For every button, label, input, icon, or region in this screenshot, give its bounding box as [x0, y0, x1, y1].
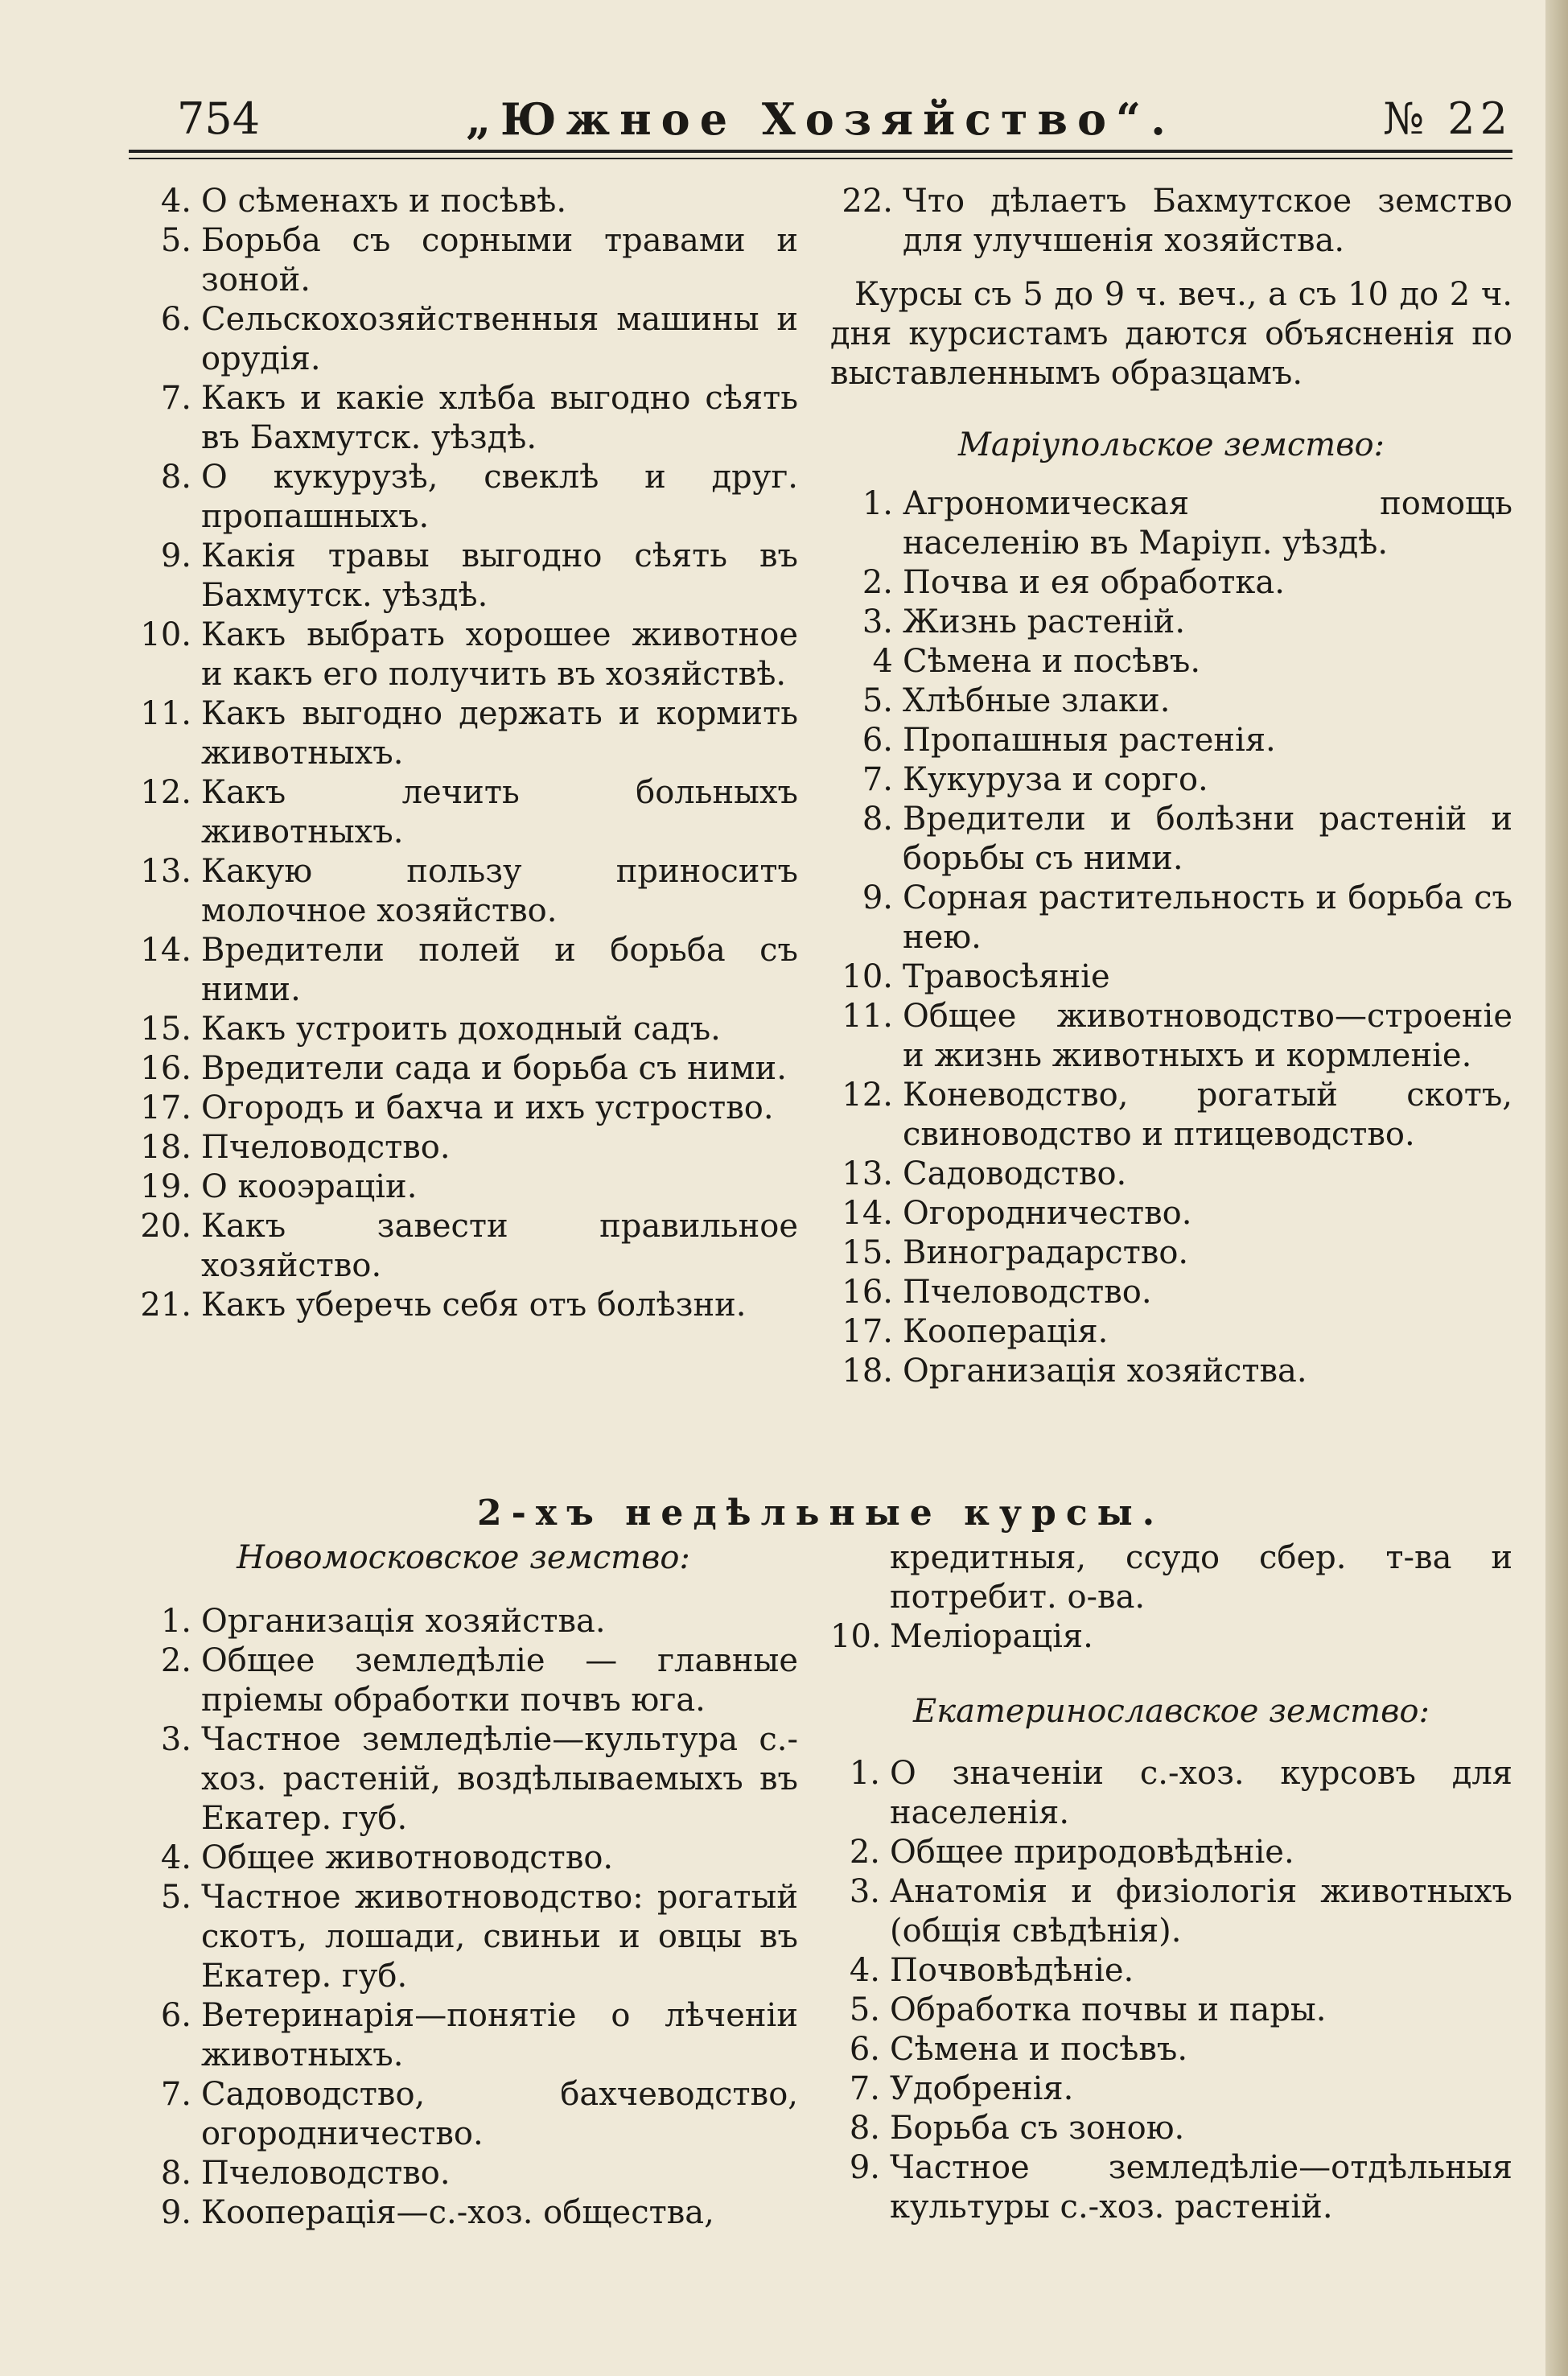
ekaterinoslav-list	[830, 1754, 1512, 2227]
item-number: 5.	[160, 1879, 191, 1916]
item-number: 1.	[849, 1755, 880, 1792]
page-header	[129, 87, 1512, 151]
list-item	[830, 1352, 1512, 1391]
item-number: 5.	[160, 222, 191, 259]
list-item	[129, 1049, 798, 1089]
item-number: 14.	[140, 932, 191, 969]
list-item	[129, 773, 798, 852]
list-item	[129, 300, 798, 379]
item-number: 9.	[160, 537, 191, 574]
item-number: 8.	[849, 2110, 880, 2147]
item-number: 6.	[849, 2031, 880, 2068]
item-number: 17.	[140, 1089, 191, 1126]
header-rule-thin	[129, 158, 1512, 159]
item-text: Какъ уберечь себя отъ болѣзни.	[201, 1287, 747, 1324]
item-text: Пчеловодство.	[201, 1129, 451, 1166]
item-number: 21.	[140, 1287, 191, 1324]
item-text: Агрономическая помощь населенію въ Маріуп. уѣздѣ.	[903, 485, 1512, 562]
list-item	[830, 760, 1512, 800]
item-text: О кукурузѣ, свеклѣ и друг. пропашныхъ.	[201, 459, 798, 535]
list-item	[830, 1233, 1512, 1273]
list-item	[129, 1602, 798, 1641]
item-number: 20.	[140, 1208, 191, 1245]
novomoskovsk-list	[129, 1602, 798, 2233]
mariupol-heading: Маріупольское земство:	[957, 426, 1385, 463]
list-item	[129, 537, 798, 616]
item-text: Анатомія и физіологія животныхъ (общія свѣдѣнія).	[890, 1873, 1512, 1950]
left-column-bottom	[129, 1538, 798, 2233]
item-number: 15.	[842, 1234, 893, 1271]
item-number: 18.	[842, 1353, 893, 1390]
item-number: 10.	[140, 616, 191, 653]
item-text: Борьба съ сорными травами и зоной.	[201, 222, 798, 299]
item-text: Борьба съ зоною.	[890, 2110, 1185, 2147]
list-item	[830, 2109, 1512, 2148]
cooperation-continuation: кредитныя, ссудо сбер. т-ва и потребит. о-ва.	[890, 1539, 1512, 1616]
item-number: 5.	[862, 682, 893, 719]
list-item	[830, 484, 1512, 563]
courses-note: Курсы съ 5 до 9 ч. веч., а съ 10 до 2 ч. дня курсистамъ даются объясненія по выставленнымъ образцамъ.	[830, 276, 1512, 392]
item-number: 4.	[849, 1952, 880, 1989]
list-item	[129, 1089, 798, 1128]
item-text: О сѣменахъ и посѣвѣ.	[201, 183, 567, 220]
list-item	[830, 879, 1512, 957]
list-item	[129, 1878, 798, 1996]
list-item	[830, 1076, 1512, 1155]
list-item	[129, 1167, 798, 1207]
item-text: Сѣмена и посѣвъ.	[903, 643, 1201, 680]
item-number: 8.	[160, 2155, 191, 2192]
item-text: Жизнь растеній.	[903, 603, 1186, 640]
item-number: 4.	[160, 1839, 191, 1876]
item-text: Вредители сада и борьба съ ними.	[201, 1050, 787, 1087]
item-number: 11.	[140, 695, 191, 732]
item-text: Что дѣлаетъ Бахмутское земство для улучшенія хозяйства.	[903, 183, 1512, 259]
item-text: Какъ выгодно держать и кормить животныхъ.	[201, 695, 798, 772]
list-item	[830, 2069, 1512, 2109]
list-item	[830, 182, 1512, 261]
list-item	[830, 603, 1512, 642]
right-column-top	[830, 182, 1512, 1391]
list-item	[129, 1286, 798, 1325]
item-text: Садоводство.	[903, 1155, 1127, 1192]
item-text: Огородъ и бахча и ихъ устроство.	[201, 1089, 774, 1126]
item-number: 7.	[849, 2070, 880, 2107]
left-column-top	[129, 182, 798, 1325]
item-text: Почва и ея обработка.	[903, 564, 1285, 601]
item-text: Коневодство, рогатый скотъ, свиноводство и птицеводство.	[903, 1077, 1512, 1153]
list-item	[129, 1010, 798, 1049]
item-number: 4.	[160, 183, 191, 220]
list-item	[830, 1991, 1512, 2030]
list-item	[129, 458, 798, 537]
item-text: Какую пользу приноситъ молочное хозяйство.	[201, 853, 798, 929]
item-number: 11.	[842, 998, 893, 1035]
item-number: 6.	[862, 722, 893, 759]
list-item	[830, 1155, 1512, 1194]
mariupol-list	[830, 484, 1512, 1391]
header-rule-thick	[129, 150, 1512, 153]
item-number: 9.	[160, 2194, 191, 2231]
list-item	[129, 221, 798, 300]
item-text: Огородничество.	[903, 1195, 1192, 1232]
item-number: 14.	[842, 1195, 893, 1232]
list-item	[830, 721, 1512, 760]
item-text: Какъ лечить больныхъ животныхъ.	[201, 774, 798, 850]
item-number: 9.	[862, 879, 893, 916]
item-number: 10.	[842, 958, 893, 995]
item-number: 6.	[160, 301, 191, 338]
item-text: Общее животноводство.	[201, 1839, 614, 1876]
issue-number: № 22	[1383, 93, 1512, 144]
list-item	[830, 1273, 1512, 1312]
novomoskovsk-list-end	[830, 1617, 1512, 1657]
item-number: 5.	[849, 1991, 880, 2028]
item-text: Удобренія.	[890, 2070, 1074, 2107]
item-text: Какія травы выгодно сѣять въ Бахмутск. уѣздѣ.	[201, 537, 798, 614]
list-item	[830, 957, 1512, 997]
item-text: Пчеловодство.	[201, 2155, 451, 2192]
item-number: 2.	[849, 1834, 880, 1871]
item-text: Частное земледѣліе—культура с.-хоз. растеній, воздѣлываемыхъ въ Екатер. губ.	[201, 1721, 798, 1837]
item-text: Организація хозяйства.	[201, 1603, 606, 1640]
list-item	[129, 1128, 798, 1167]
item-number: 16.	[140, 1050, 191, 1087]
item-number: 13.	[140, 853, 191, 890]
list-item	[129, 616, 798, 694]
item-number: 19.	[140, 1168, 191, 1205]
list-item	[830, 563, 1512, 603]
list-item	[129, 931, 798, 1010]
item-text: Какъ завести правильное хозяйство.	[201, 1208, 798, 1284]
list-item	[830, 2148, 1512, 2227]
list-item	[830, 1312, 1512, 1352]
item-text: Ветеринарія—понятіе о лѣченіи животныхъ.	[201, 1997, 798, 2073]
list-item	[830, 1754, 1512, 1833]
item-number: 10.	[830, 1618, 882, 1655]
item-number: 1.	[160, 1603, 191, 1640]
item-text: Сѣмена и посѣвъ.	[890, 2031, 1188, 2068]
item-text: Общее природовѣдѣніе.	[890, 1834, 1294, 1871]
item-number: 3.	[862, 603, 893, 640]
item-text: Какъ и какіе хлѣба выгодно сѣять въ Бахмутск. уѣздѣ.	[201, 380, 798, 456]
item-text: Меліорація.	[890, 1618, 1093, 1655]
right-column-bottom	[830, 1538, 1512, 2227]
journal-title: „Южное Хозяйство“.	[466, 93, 1175, 145]
item-number: 6.	[160, 1997, 191, 2034]
item-text: Пропашныя растенія.	[903, 722, 1276, 759]
section-heading: 2-хъ недѣльные курсы.	[476, 1493, 1165, 1534]
item-number: 9.	[849, 2149, 880, 2186]
page-edge	[1545, 0, 1568, 2376]
list-item	[129, 2193, 798, 2233]
item-text: О кооэраціи.	[201, 1168, 418, 1205]
list-item	[129, 2154, 798, 2193]
item-text: Обработка почвы и пары.	[890, 1991, 1327, 2028]
item-number: 18.	[140, 1129, 191, 1166]
list-item	[129, 2075, 798, 2154]
item-text: Какъ устроить доходный садъ.	[201, 1011, 721, 1048]
item-text: Частное животноводство: рогатый скотъ, лошади, свиньи и овцы въ Екатер. губ.	[201, 1879, 798, 1995]
item-text: Хлѣбные злаки.	[903, 682, 1171, 719]
item-number: 3.	[849, 1873, 880, 1910]
list-item	[830, 1872, 1512, 1951]
item-number: 22.	[842, 183, 893, 220]
item-text: Общее земледѣліе — главные пріемы обработки почвъ юга.	[201, 1642, 798, 1719]
list-item	[830, 2030, 1512, 2069]
list-item	[830, 1833, 1512, 1872]
item-text: Кукуруза и сорго.	[903, 761, 1208, 798]
novomoskovsk-heading: Новомосковское земство:	[237, 1539, 690, 1576]
list-item	[830, 1194, 1512, 1233]
item-text: Организація хозяйства.	[903, 1353, 1307, 1390]
item-text: Почвовѣдѣніе.	[890, 1952, 1134, 1989]
item-text: Вредители и болѣзни растеній и борьбы съ ними.	[903, 801, 1512, 877]
item-text: Какъ выбрать хорошее животное и какъ его получить въ хозяйствѣ.	[201, 616, 798, 693]
item-number: 17.	[842, 1313, 893, 1350]
item-number: 2.	[862, 564, 893, 601]
list-item	[129, 182, 798, 221]
list-item	[830, 1617, 1512, 1657]
item-text: Кооперація.	[903, 1313, 1109, 1350]
list-item	[129, 1996, 798, 2075]
page-number: 754	[177, 93, 261, 144]
item-number: 15.	[140, 1011, 191, 1048]
item-number: 2.	[160, 1642, 191, 1679]
item-text: Виноградарство.	[903, 1234, 1189, 1271]
list-item	[129, 1641, 798, 1720]
item-number: 7.	[862, 761, 893, 798]
item-number: 4	[872, 643, 893, 680]
list-item	[830, 997, 1512, 1076]
item-number: 16.	[842, 1274, 893, 1311]
list-item	[129, 1720, 798, 1839]
item-text: Садоводство, бахчеводство, огородничество.	[201, 2076, 798, 2152]
list-item	[129, 694, 798, 773]
item-text: Травосѣяніе	[903, 958, 1110, 995]
item-number: 8.	[862, 801, 893, 838]
item-text: Кооперація—с.-хоз. общества,	[201, 2194, 714, 2231]
item-number: 8.	[160, 459, 191, 496]
item-text: Сорная растительность и борьба съ нею.	[903, 879, 1512, 956]
item-number: 13.	[842, 1155, 893, 1192]
item-text: Общее животноводство—строеніе и жизнь животныхъ и кормленіе.	[903, 998, 1512, 1074]
item-number: 3.	[160, 1721, 191, 1758]
list-item	[830, 642, 1512, 682]
item-text: Сельскохозяйственныя машины и орудія.	[201, 301, 798, 377]
item-text: Частное земледѣліе—отдѣльныя культуры с.-хоз. растеній.	[890, 2149, 1512, 2226]
list-item	[830, 800, 1512, 879]
bakhmut-list-end	[830, 182, 1512, 261]
list-item	[830, 682, 1512, 721]
item-number: 12.	[842, 1077, 893, 1114]
list-item	[830, 1951, 1512, 1991]
list-item	[129, 379, 798, 458]
item-number: 12.	[140, 774, 191, 811]
item-text: Пчеловодство.	[903, 1274, 1152, 1311]
list-item	[129, 1207, 798, 1286]
item-number: 1.	[862, 485, 893, 522]
item-text: О значеніи с.-хоз. курсовъ для населенія.	[890, 1755, 1512, 1831]
item-number: 7.	[160, 2076, 191, 2113]
list-item	[129, 1839, 798, 1878]
item-text: Вредители полей и борьба съ ними.	[201, 932, 798, 1008]
list-item	[129, 852, 798, 931]
item-number: 7.	[160, 380, 191, 417]
ekaterinoslav-heading: Екатеринославское земство:	[913, 1693, 1430, 1730]
